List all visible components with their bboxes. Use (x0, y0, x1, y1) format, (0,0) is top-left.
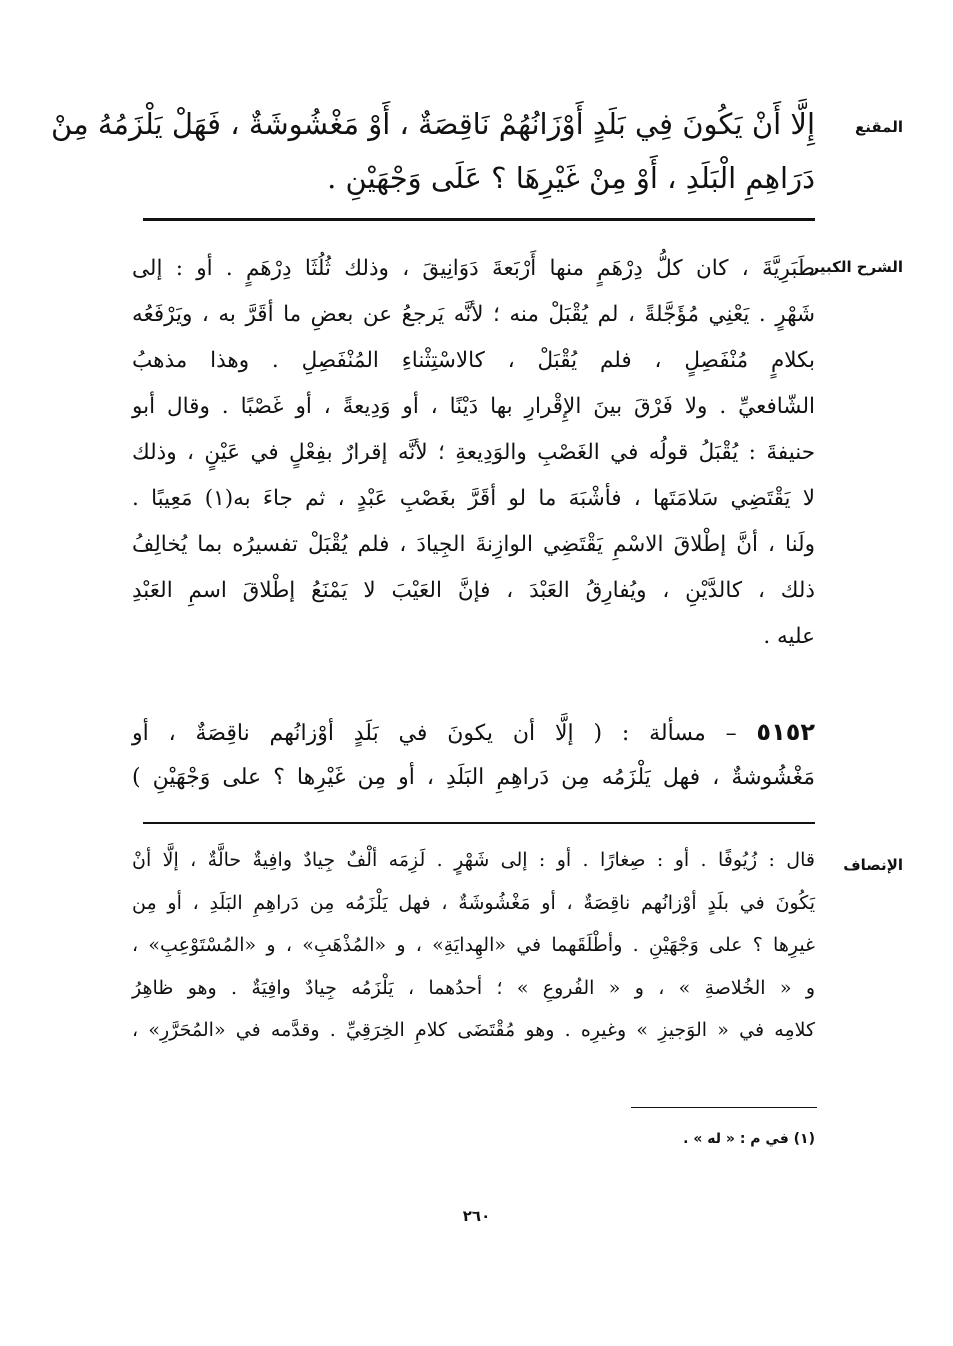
insaf-text (132, 839, 815, 1052)
sharh-line: طَبَرِيَّةَ ، كان كلُّ دِرْهَمٍ منها أَرْبَعةَ دَوَانِيقَ ، وذلك ثُلُثَا دِرْهَمٍ . أو : إلى (132, 256, 815, 281)
sharh-line: شَهْرٍ . يَعْنِي مُؤَجَّلةً ، لم يُقْبَلْ منه ؛ لأنَّه يَرجعُ عن بعضِ ما أقَرَّ به ، ويَرْفَعُه (132, 302, 815, 327)
insaf-line: و « الخُلاصةِ » ، و « الفُروعِ » ؛ أحدُهما ، يَلْزَمُه جِيادٌ وافِيَةٌ . وهو ظاهِرُ (132, 976, 815, 999)
masala-text (132, 710, 815, 800)
footnote: (١) في م : « له » . (683, 1131, 815, 1147)
section-divider (143, 218, 815, 221)
sharh-line: حنيفةَ : يُقْبَلُ قولُه في الغَصْبِ والوَدِيعةِ ؛ لأنَّه إقرارٌ بفِعْلٍ في عَيْنٍ ، وذلك (132, 440, 815, 465)
insaf-label: الإنصاف (843, 856, 903, 874)
insaf-line: قال : زُيُوفًا . أو : صِغارًا . أو : إلى شَهْرٍ . لَزِمَه ألْفٌ جِيادٌ وافِيةٌ حالَّةٌ ، إلَّا أنْ (132, 849, 815, 871)
sharh-label: الشرح الكبير (810, 258, 903, 276)
masala-number: ٥١٥٢ (756, 718, 816, 746)
insaf-line: غيرِها ؟ على وَجْهَيْنِ . وأطْلَقَهما في «الهِدايَةِ» ، و «المُذْهَبِ» ، و «المُسْتَوْعِبِ» ، (132, 934, 815, 956)
sharh-line: لا يَقْتَضِي سَلامَتَها ، فأشْبَهَ ما لو أقَرَّ بغَصْبِ عَبْدٍ ، ثم جاءَ به(١) مَعِيبًا . (132, 486, 815, 511)
insaf-line: يَكُونَ في بلَدٍ أوْزانُهم ناقِصَةٌ ، أو مَغْشُوشَةٌ ، فهل يَلْزَمُه مِن دَراهِمِ البَلَدِ ، أو مِن (132, 891, 815, 914)
masala-line: مَغْشُوشةٌ ، فهل يَلْزَمُه مِن دَراهِمِ البَلَدِ ، أو مِن غَيْرِها ؟ على وَجْهَيْنِ ) (132, 765, 815, 790)
muqni-line: دَرَاهِمِ الْبَلَدِ ، أَوْ مِنْ غَيْرِهَا ؟ عَلَى وَجْهَيْنِ . (327, 161, 815, 195)
sharh-text (132, 246, 815, 660)
masala-line-text: – مسألة : ( إلَّا أن يكونَ في بَلَدٍ أوْزانُهم ناقِصَةٌ ، أو (132, 721, 737, 746)
muqni-text (51, 97, 815, 205)
section-divider (143, 822, 815, 824)
masala-line (132, 710, 815, 755)
page-number: ٢٦٠ (462, 1207, 491, 1225)
muqni-label: المقنع (855, 118, 903, 136)
footnote-divider (631, 1107, 817, 1108)
sharh-line: عليه . (763, 624, 815, 649)
sharh-line: بكلامٍ مُنْفَصِلٍ ، فلم يُقْبَلْ ، كالاسْتِثْناءِ المُنْفَصِلِ . وهذا مذهبُ (132, 348, 815, 373)
insaf-line: كلامِه في « الوَجيزِ » وغيرِه . وهو مُقْتَضَى كلامِ الخِرَقِيِّ . وقدَّمه في «المُحَرَّرِ» ، (132, 1019, 815, 1041)
muqni-line: إِلَّا أَنْ يَكُونَ فِي بَلَدٍ أَوْزَانُهُمْ نَاقِصَةٌ ، أَوْ مَغْشُوشَةٌ ، فَهَلْ يَلْزَمُهُ مِنْ (51, 107, 815, 141)
sharh-line: ولَنا ، أنَّ إطْلاقَ الاسْمِ يَقْتَضِي الوازِنةَ الجِيادَ ، فلم يُقْبَلْ تفسيرُه بما يُخالِفُ (132, 532, 815, 557)
sharh-line: ذلك ، كالدَّيْنِ ، ويُفارِقُ العَبْدَ ، فإنَّ العَيْبَ لا يَمْنَعُ إطْلاقَ اسمِ العَبْدِ (132, 578, 815, 603)
sharh-line: الشّافعيِّ . ولا فَرْقَ بينَ الإِقْرارِ بها دَيْنًا ، أو وَدِيعةً ، أو غَصْبًا . وقال أبو (132, 394, 815, 419)
